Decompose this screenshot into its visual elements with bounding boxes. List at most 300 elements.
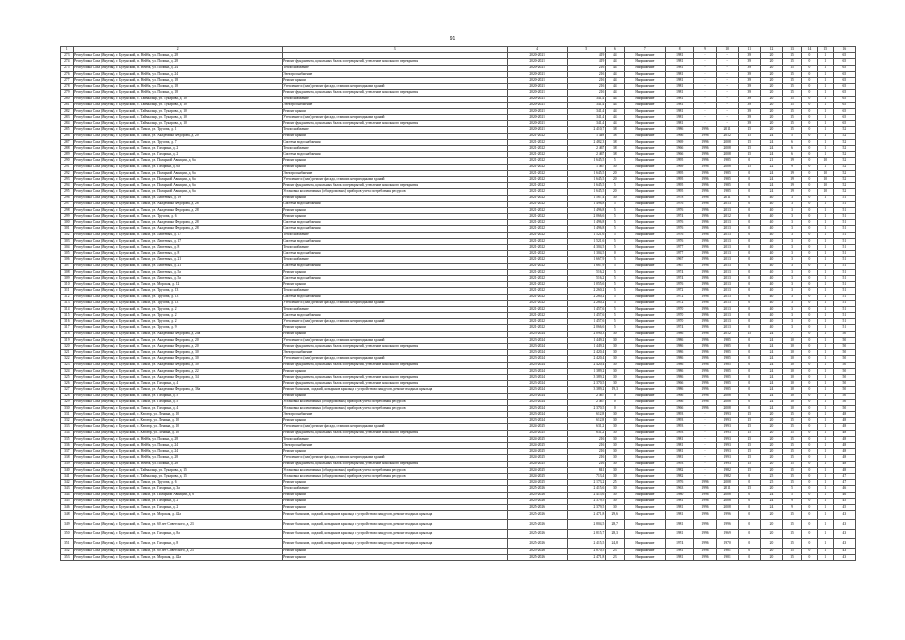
table-cell: 0	[738, 306, 760, 312]
table-cell: 0	[802, 238, 818, 244]
table-cell: 1	[817, 554, 833, 560]
table-cell: 2021-2022	[507, 176, 567, 182]
table-cell: 351	[61, 539, 74, 548]
table-cell: 1970	[665, 319, 694, 325]
table-cell: 1995	[665, 189, 694, 195]
table-cell: 5	[605, 269, 624, 275]
table-cell: 1981	[665, 59, 694, 65]
table-cell: Ремонт крыши	[282, 498, 507, 504]
table-cell: 0	[802, 146, 818, 152]
table-cell: 20	[760, 529, 782, 538]
table-cell: Ремонт фундамента, цокольных балок и перекрытий, утепление кокольного перекрытия	[282, 59, 507, 65]
table-cell: 5	[605, 158, 624, 164]
table-cell: 44	[605, 121, 624, 127]
table-cell: 20	[760, 520, 782, 529]
table-cell: 20	[605, 189, 624, 195]
table-cell: 1993	[716, 418, 738, 424]
table-cell: Система водоснабжения	[282, 220, 507, 226]
table-cell: 43	[833, 511, 855, 520]
table-cell: 1	[817, 337, 833, 343]
table-cell: 0	[802, 467, 818, 473]
table-cell: Система водоснабжения	[282, 226, 507, 232]
table-cell: 278	[61, 84, 74, 90]
table-cell: Напряжение	[624, 263, 665, 269]
table-cell: 15	[738, 418, 760, 424]
table-cell: -	[694, 461, 716, 467]
table-cell: 337	[61, 449, 74, 455]
table-cell: Напряжение	[624, 158, 665, 164]
table-cell: 2008	[716, 146, 738, 152]
table-cell: 0	[802, 294, 818, 300]
table-cell: Республика Саха (Якутия), г. Булунский, п. Тикси, ул. Академика Федорова, д. 28	[73, 226, 282, 232]
table-cell: Республика Саха (Якутия), г. Булунский, п. Тикси, ул. Гагарина, д. 5	[73, 399, 282, 405]
table-cell: Ремонт балконов, лоджий, козырьков крыльца с устройством пандусов, ремонт входных крыльца	[282, 387, 507, 393]
table-cell: 5	[605, 294, 624, 300]
table-cell: 1976	[665, 282, 694, 288]
table-cell: Республика Саха (Якутия), г. Булунский, с. Таймылыр, ул. Тукарова, д. 10	[73, 121, 282, 127]
table-cell: 1996	[694, 201, 716, 207]
table-cell: 2021-2022	[507, 245, 567, 251]
table-cell: 15	[783, 424, 802, 430]
table-cell: -	[694, 473, 716, 479]
table-cell: 40	[760, 288, 782, 294]
table-cell: 2023-2024	[507, 399, 567, 405]
table-cell: 0	[738, 232, 760, 238]
table-cell: Ремонт крыши	[282, 282, 507, 288]
table-cell: 10	[783, 374, 802, 380]
table-cell: 5	[783, 492, 802, 498]
table-cell: 19	[783, 158, 802, 164]
table-cell: 2008	[716, 405, 738, 411]
table-cell: Напряжение	[624, 108, 665, 114]
table-cell: 2013	[716, 319, 738, 325]
table-cell: Система водоснабжения	[282, 294, 507, 300]
table-cell: 1996	[694, 486, 716, 492]
table-cell: 3	[783, 325, 802, 331]
table-cell: 2012	[716, 214, 738, 220]
table-cell: 0	[738, 257, 760, 263]
table-cell: Республика Саха (Якутия), г. Булунский, п. Тикси, ул. Лаптевых, д. 21	[73, 263, 282, 269]
table-cell: 15	[738, 424, 760, 430]
table-cell: 1974	[665, 214, 694, 220]
table-cell: 15	[738, 152, 760, 158]
table-cell: Республика Саха (Якутия), г. Булунский, п. Тикси, ул. Академика Федорова, д. 20	[73, 133, 282, 139]
table-cell: 1976	[665, 201, 694, 207]
table-cell: 2021-2022	[507, 226, 567, 232]
table-cell: 15	[738, 139, 760, 145]
table-cell: Ремонт балконов, лоджий, козырьков крыльца с устройством пандусов, ремонт входных крыльца	[282, 511, 507, 520]
table-cell: -	[716, 71, 738, 77]
table-cell: 1 457,6	[567, 306, 605, 312]
table-cell: 30	[605, 195, 624, 201]
table-cell: 2023-2024	[507, 337, 567, 343]
table-cell: 46	[833, 492, 855, 498]
table-cell: 0	[802, 443, 818, 449]
table-cell: 3	[783, 275, 802, 281]
table-cell: Республика Саха (Якутия), г. Булунский, п. Тикси, ул. Полярной Авиации, д. 6а	[73, 176, 282, 182]
table-cell: 0	[802, 115, 818, 121]
table-cell: 2024-2025	[507, 467, 567, 473]
table-cell: 40	[760, 195, 782, 201]
table-cell: 19	[783, 170, 802, 176]
table-cell: 1	[817, 405, 833, 411]
table-cell: 40	[760, 226, 782, 232]
table-cell: 1977	[665, 251, 694, 257]
table-cell: Республика Саха (Якутия), г. Булунский, п. Тикси, ул. Морская, д. 42а	[73, 554, 282, 560]
table-cell: 0	[802, 430, 818, 436]
table-cell: Ремонт крыши	[282, 195, 507, 201]
table-cell: Республика Саха (Якутия), г. Булунский, с. Таймылыр, ул. Тукарова, д. 15	[73, 473, 282, 479]
table-cell: 0	[802, 325, 818, 331]
table-cell: 0	[802, 511, 818, 520]
table-cell: 2021-2022	[507, 232, 567, 238]
table-cell: 0	[738, 201, 760, 207]
table-cell: 305	[61, 251, 74, 257]
table-cell: 24	[760, 374, 782, 380]
table-cell: 1996	[694, 207, 716, 213]
table-cell: 2020-2021	[507, 59, 567, 65]
table-cell: 1	[817, 368, 833, 374]
table-cell: 326	[61, 381, 74, 387]
table-cell: 331	[61, 412, 74, 418]
table-cell: 3	[783, 269, 802, 275]
table-cell: 0	[738, 356, 760, 362]
table-cell: Республика Саха (Якутия), г. Булунский, п. Нейба, ул. Полина, д. 24	[73, 449, 282, 455]
table-cell: 328	[61, 393, 74, 399]
table-cell: 9	[783, 164, 802, 170]
table-cell: 334	[61, 430, 74, 436]
table-cell: 15	[783, 418, 802, 424]
table-cell: 44	[605, 59, 624, 65]
table-cell: Напряжение	[624, 152, 665, 158]
table-cell: 327	[61, 387, 74, 393]
table-cell: 0	[802, 300, 818, 306]
table-cell: 1996	[694, 176, 716, 182]
table-cell: Ремонт крыши	[282, 480, 507, 486]
table-cell: 3	[783, 319, 802, 325]
table-cell: 30	[605, 356, 624, 362]
table-cell: Напряжение	[624, 473, 665, 479]
table-cell: 5	[605, 325, 624, 331]
repair-schedule-table	[60, 46, 856, 561]
table-cell: 20	[760, 467, 782, 473]
table-cell: 1	[817, 195, 833, 201]
table-cell: 1966	[665, 146, 694, 152]
table-cell: Напряжение	[624, 238, 665, 244]
table-cell: 1	[817, 96, 833, 102]
table-cell: 631,2	[567, 424, 605, 430]
table-cell: Республика Саха (Якутия), г. Булунский, с. Кюсюр, ул. Ленина, д. 10	[73, 418, 282, 424]
table-cell: 0	[802, 176, 818, 182]
table-cell: 2008	[716, 399, 738, 405]
table-cell: 2021-2022	[507, 263, 567, 269]
table-cell: 314	[61, 306, 74, 312]
table-cell: 15	[783, 467, 802, 473]
table-cell: Республика Саха (Якутия), г. Булунский, п. Тикси, ул. Гагарина, д. 4	[73, 405, 282, 411]
table-cell: 1981	[665, 436, 694, 442]
table-cell: 0	[802, 486, 818, 492]
table-cell: 1	[817, 319, 833, 325]
table-cell: 45	[833, 498, 855, 504]
table-cell: 2023-2024	[507, 374, 567, 380]
table-cell: 0	[802, 90, 818, 96]
table-cell: Утепление и (или) ремонт фасада, ставших непригодными зданий	[282, 424, 507, 430]
table-cell: 48	[833, 455, 855, 461]
table-cell: 20	[760, 121, 782, 127]
table-cell: 2023-2024	[507, 344, 567, 350]
table-cell: 9	[783, 498, 802, 504]
table-cell: 0	[802, 418, 818, 424]
table-cell: Электроснабжение	[282, 412, 507, 418]
table-cell: Ремонт крыши	[282, 393, 507, 399]
table-cell: 24	[760, 170, 782, 176]
table-cell: 2013	[716, 238, 738, 244]
table-cell: 20	[760, 71, 782, 77]
table-cell: 15	[783, 539, 802, 548]
table-cell: 1995	[665, 176, 694, 182]
table-cell: 3	[783, 201, 802, 207]
table-cell: Республика Саха (Якутия), г. Булунский, с. Кюсюр, ул. Ленина, д. 10	[73, 430, 282, 436]
table-cell: 320	[61, 344, 74, 350]
table-cell: 15	[738, 412, 760, 418]
table-cell: 2021-2022	[507, 158, 567, 164]
table-cell: Республика Саха (Якутия), г. Булунский, п. Тикси, ул. Гагарина, д. 3а	[73, 486, 282, 492]
table-cell: Ремонт крыши	[282, 269, 507, 275]
table-cell: 2013	[716, 232, 738, 238]
table-cell: 20	[760, 548, 782, 554]
table-cell: 311	[61, 288, 74, 294]
table-cell: 1	[817, 288, 833, 294]
table-cell: 0	[738, 480, 760, 486]
table-cell: Республика Саха (Якутия), г. Булунский, с. Кюсюр, ул. Ленина, д. 10	[73, 412, 282, 418]
table-cell: 0	[802, 102, 818, 108]
table-cell: 2021-2022	[507, 195, 567, 201]
table-cell: 2 410,7	[567, 127, 605, 133]
table-cell: 1996	[694, 232, 716, 238]
table-cell: 1966	[665, 381, 694, 387]
table-cell: 1995	[665, 158, 694, 164]
table-cell: 48	[833, 418, 855, 424]
table-cell: 0	[802, 183, 818, 189]
table-cell: 29,6	[605, 511, 624, 520]
table-cell: 1 667,9	[567, 263, 605, 269]
table-cell: 1985	[716, 337, 738, 343]
table-cell: -	[694, 108, 716, 114]
table-cell: 51	[833, 251, 855, 257]
table-cell: 1	[817, 121, 833, 127]
table-cell: 0	[802, 529, 818, 538]
table-cell: Республика Саха (Якутия), г. Булунский, п. Тикси, ул. Академика Федорова, д. 28	[73, 201, 282, 207]
table-cell: 2013	[716, 306, 738, 312]
table-cell: 5	[605, 319, 624, 325]
table-cell: Напряжение	[624, 133, 665, 139]
table-cell: 1	[817, 139, 833, 145]
table-cell: 65	[833, 108, 855, 114]
table-cell: 2013	[716, 325, 738, 331]
table-cell: 2020-2021	[507, 90, 567, 96]
table-cell: 298	[61, 207, 74, 213]
table-cell: Напряжение	[624, 418, 665, 424]
table-cell: 15	[738, 127, 760, 133]
table-cell: 2 471,8	[567, 554, 605, 560]
table-cell: 0	[738, 405, 760, 411]
table-cell: Напряжение	[624, 449, 665, 455]
table-cell: Напряжение	[624, 90, 665, 96]
table-cell: 52	[833, 127, 855, 133]
table-cell: 216	[567, 461, 605, 467]
table-cell: Республика Саха (Якутия), г. Булунский, с. Таймылыр, ул. Тукарова, д. 10	[73, 108, 282, 114]
table-cell: 1982	[665, 467, 694, 473]
table-cell: Республика Саха (Якутия), г. Булунский, п. Тикси, ул. Трусова, д. 9	[73, 325, 282, 331]
table-cell: 15	[738, 443, 760, 449]
table-cell: 0	[802, 164, 818, 170]
table-cell: 2020-2021	[507, 127, 567, 133]
table-cell: 44	[605, 84, 624, 90]
table-cell: 1996	[694, 263, 716, 269]
table-cell: 51	[833, 313, 855, 319]
table-cell: 1981	[665, 548, 694, 554]
table-cell: 1981	[665, 498, 694, 504]
table-cell: 24	[760, 337, 782, 343]
table-cell: 0	[738, 245, 760, 251]
table-cell: 353	[61, 554, 74, 560]
table-cell: 340	[61, 467, 74, 473]
table-cell: 65	[833, 102, 855, 108]
table-cell: 0	[738, 195, 760, 201]
table-cell: 1996	[694, 374, 716, 380]
table-cell: 24	[760, 146, 782, 152]
table-cell: 40	[760, 294, 782, 300]
table-cell: 323	[61, 362, 74, 368]
table-cell: 3	[783, 207, 802, 213]
table-cell: 2021-2022	[507, 288, 567, 294]
table-cell: 3	[783, 313, 802, 319]
table-cell: 0	[802, 554, 818, 560]
column-number-cell: 11	[738, 47, 760, 53]
table-cell: Напряжение	[624, 486, 665, 492]
table-cell: 30	[605, 350, 624, 356]
table-cell: Республика Саха (Якутия), г. Булунский, п. Тикси, ул. Гагарина, д. 4	[73, 381, 282, 387]
table-cell: 44	[605, 115, 624, 121]
table-cell: 2021-2022	[507, 238, 567, 244]
table-cell: 40	[760, 207, 782, 213]
table-cell: 0	[738, 504, 760, 510]
table-cell: -	[716, 59, 738, 65]
table-cell: 5	[605, 313, 624, 319]
table-cell: 40	[760, 306, 782, 312]
table-cell: 0	[802, 455, 818, 461]
table-cell: 20	[760, 108, 782, 114]
table-cell: Установка коллективных (общедомовых) приборов учета потребления ресурсов	[282, 189, 507, 195]
table-cell: Ремонт крыши	[282, 418, 507, 424]
table-cell: 20	[760, 127, 782, 133]
table-cell: 1967	[665, 263, 694, 269]
table-cell: 24	[760, 189, 782, 195]
table-cell: Напряжение	[624, 294, 665, 300]
table-cell: 1	[817, 387, 833, 393]
table-cell: 43	[833, 539, 855, 548]
table-cell: 5	[783, 133, 802, 139]
table-cell: 2025-2026	[507, 520, 567, 529]
table-cell: 40	[760, 257, 782, 263]
table-cell: 2021-2022	[507, 152, 567, 158]
table-cell: 0	[802, 492, 818, 498]
table-cell: Напряжение	[624, 245, 665, 251]
table-cell: 30	[605, 486, 624, 492]
table-cell: -	[694, 121, 716, 127]
table-cell: Утепление и (или) ремонт фасада, ставших непригодными зданий	[282, 319, 507, 325]
table-cell: Республика Саха (Якутия), г. Булунский, п. Тикси, ул. Лаптевых, д. 8	[73, 245, 282, 251]
table-cell: 15	[783, 480, 802, 486]
table-cell: 0	[802, 77, 818, 83]
table-cell: 0	[738, 498, 760, 504]
table-cell: 40	[760, 245, 782, 251]
table-cell: 2021-2022	[507, 325, 567, 331]
table-cell: 2013	[716, 251, 738, 257]
table-cell: 2025-2026	[507, 511, 567, 520]
table-cell: 44	[605, 77, 624, 83]
table-cell: 1996	[694, 350, 716, 356]
table-cell: 22	[760, 164, 782, 170]
table-cell: 52	[833, 183, 855, 189]
table-cell: Напряжение	[624, 393, 665, 399]
table-cell: Напряжение	[624, 53, 665, 59]
table-cell: 0	[802, 84, 818, 90]
table-cell: Напряжение	[624, 399, 665, 405]
table-cell: Республика Саха (Якутия), г. Булунский, п. Тикси, ул. Академика Федорова, д. 28	[73, 207, 282, 213]
table-cell: 1976	[665, 220, 694, 226]
table-cell: 1974	[665, 539, 694, 548]
table-cell: 0	[802, 282, 818, 288]
table-cell: 1	[817, 53, 833, 59]
table-cell: 2020-2021	[507, 53, 567, 59]
table-cell: 1993	[665, 418, 694, 424]
table-cell: 2013	[716, 282, 738, 288]
table-cell: Республика Саха (Якутия), г. Булунский, п. Тикси, ул. 60 лет Советского, д. 23	[73, 520, 282, 529]
table-cell: 277	[61, 77, 74, 83]
table-cell: 3	[783, 238, 802, 244]
table-cell: 343	[61, 486, 74, 492]
table-cell: Напряжение	[624, 424, 665, 430]
table-cell: 1969	[716, 529, 738, 538]
table-cell: 2 467	[567, 393, 605, 399]
table-cell: 15	[783, 529, 802, 538]
table-cell: Ремонт крыши	[282, 325, 507, 331]
table-cell: Напряжение	[624, 77, 665, 83]
table-cell: 15	[783, 473, 802, 479]
table-cell: 1	[817, 232, 833, 238]
table-cell: Напряжение	[624, 251, 665, 257]
table-cell: 5	[605, 207, 624, 213]
table-cell: 28,3	[605, 529, 624, 538]
table-cell: 1981	[665, 108, 694, 114]
table-cell: 0	[738, 511, 760, 520]
table-cell: 39	[738, 84, 760, 90]
table-cell: 2 420,4	[567, 362, 605, 368]
table-cell: 0	[802, 288, 818, 294]
table-cell: Напряжение	[624, 102, 665, 108]
table-cell: 286	[61, 133, 74, 139]
table-cell: Теплоснабжение	[282, 257, 507, 263]
table-cell: 39	[738, 96, 760, 102]
table-cell: 1	[817, 207, 833, 213]
table-cell: 0	[802, 195, 818, 201]
table-cell: 310	[61, 282, 74, 288]
table-cell: 1966	[665, 152, 694, 158]
table-cell: Республика Саха (Якутия), г. Булунский, п. Тикси, ул. Полярной Авиации, д. 6	[73, 492, 282, 498]
table-cell: 1996	[694, 257, 716, 263]
table-cell: 50	[833, 399, 855, 405]
